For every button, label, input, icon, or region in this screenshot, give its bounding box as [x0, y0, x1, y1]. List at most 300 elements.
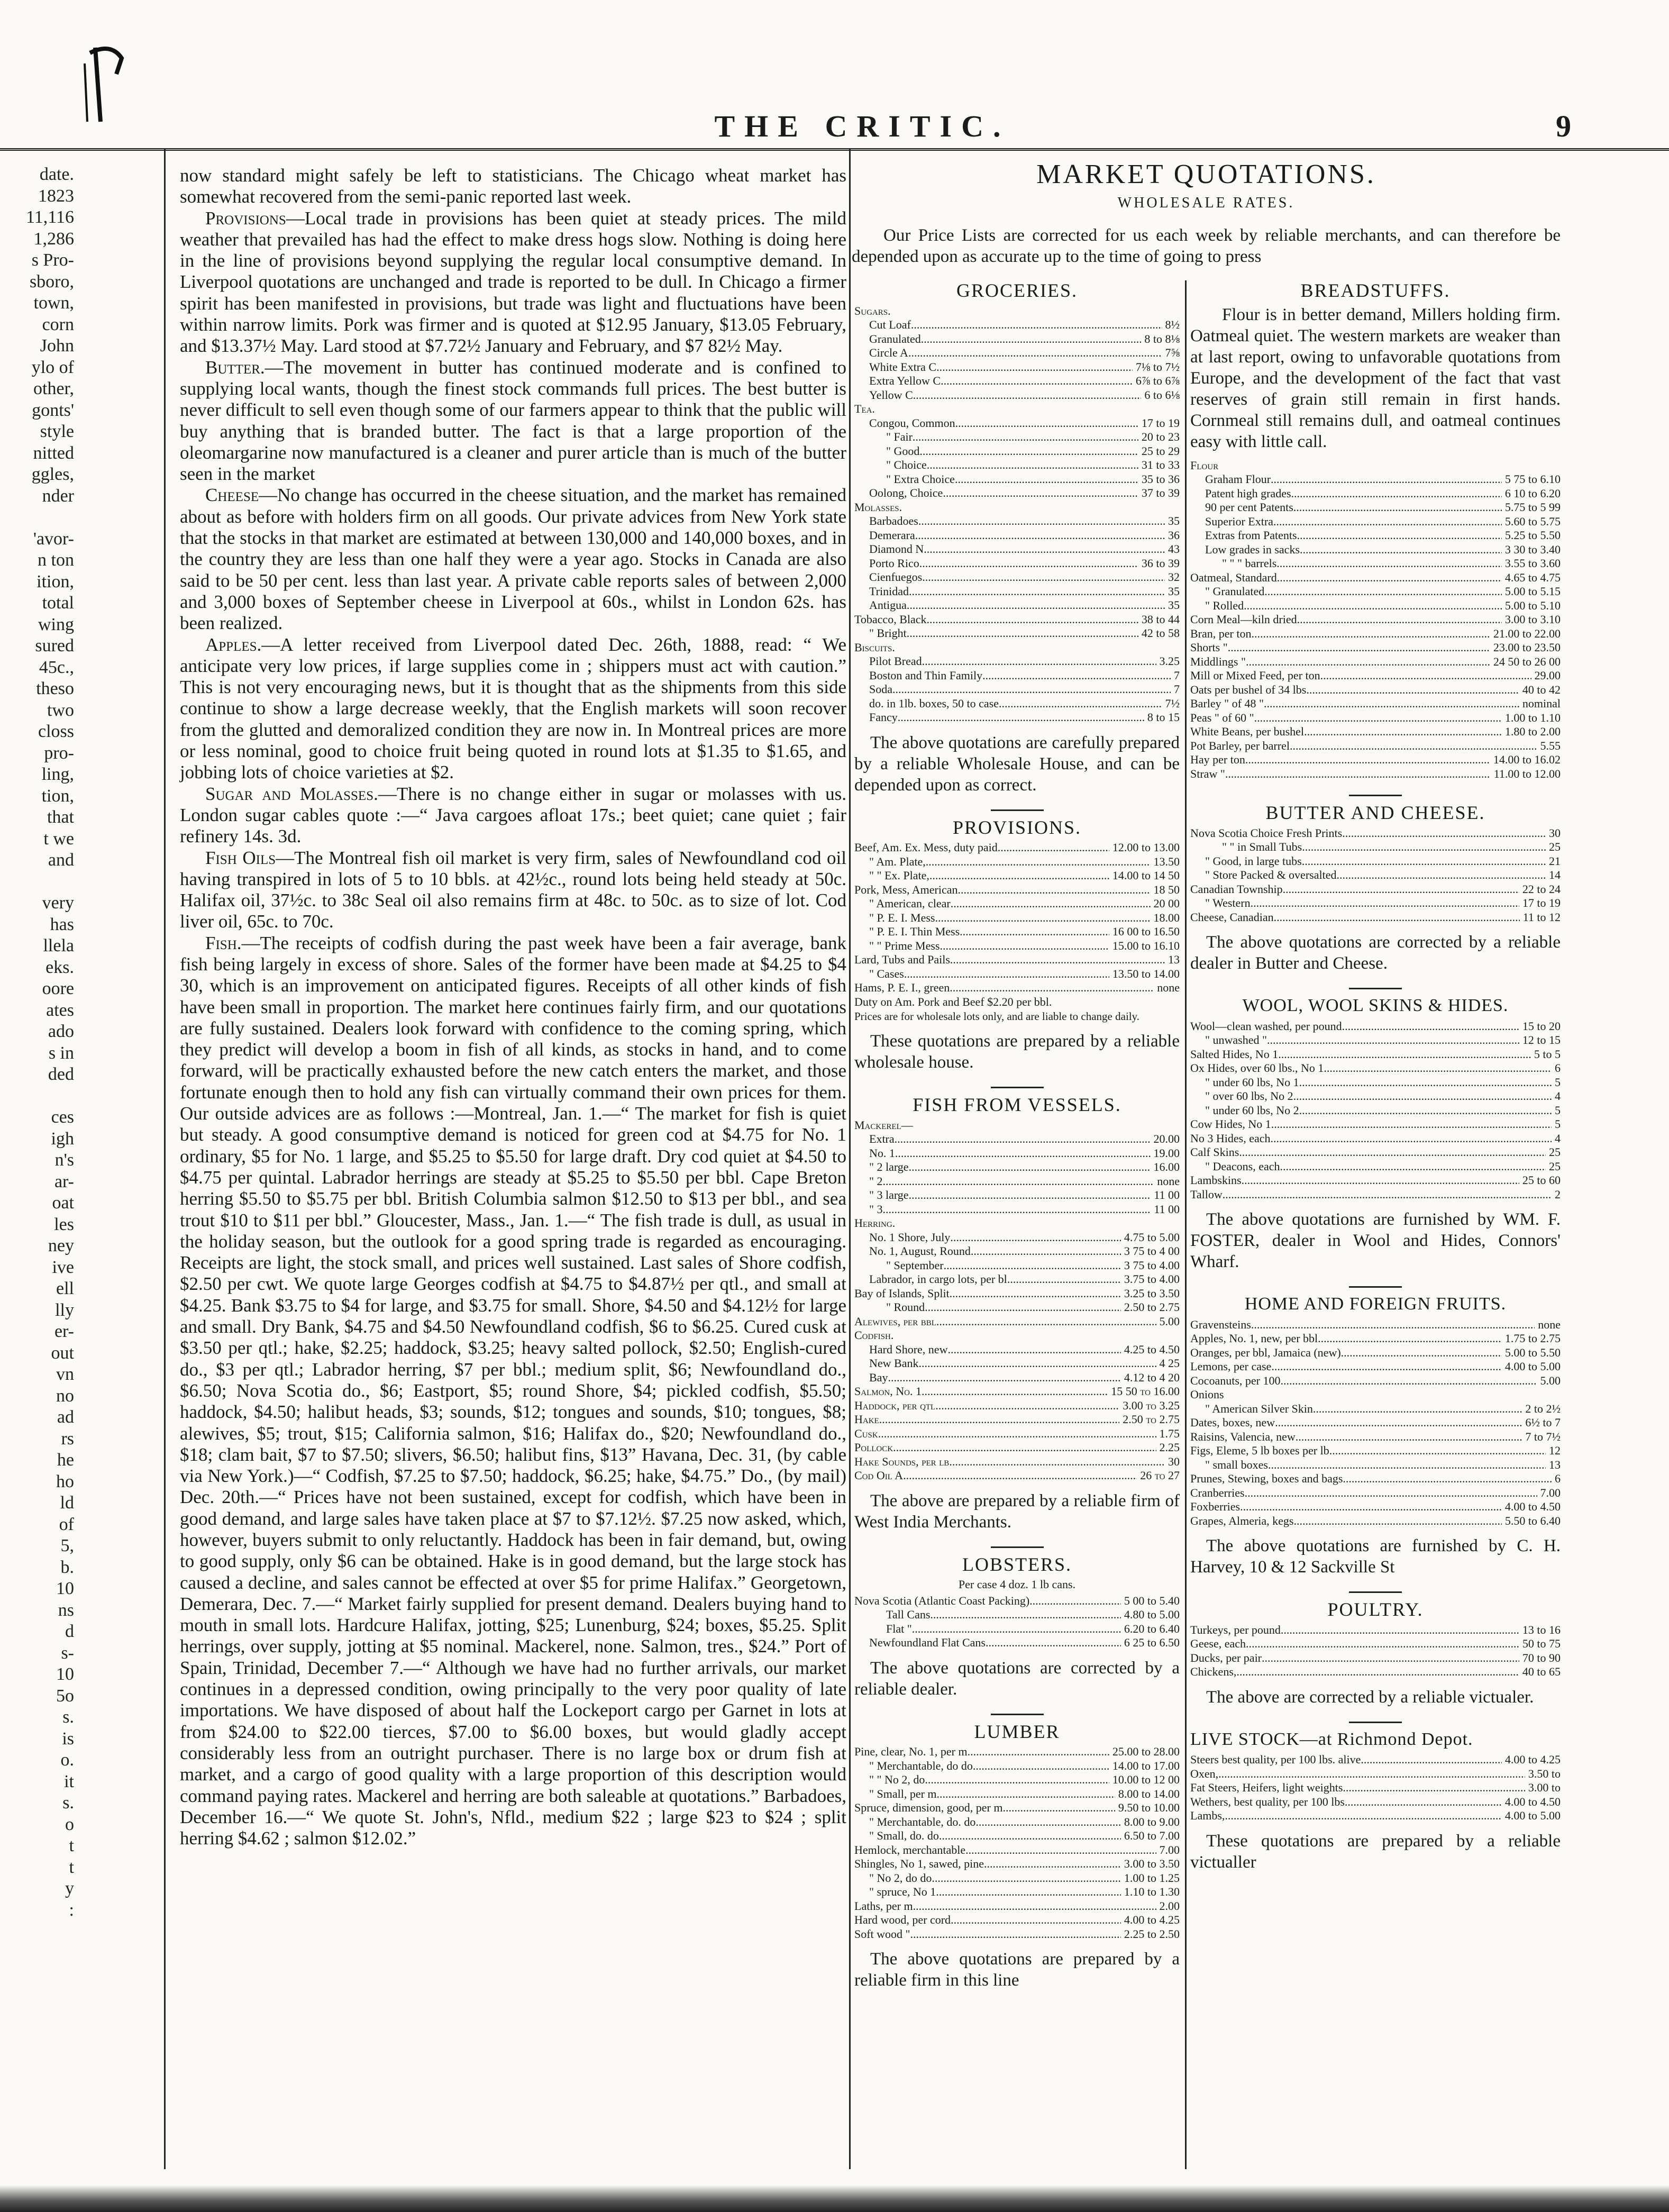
- price-row: [1190, 543, 1561, 557]
- margin-fragment: nitted: [33, 443, 74, 463]
- price-row: [1190, 472, 1561, 487]
- margin-fragment: y: [65, 1879, 74, 1898]
- price-row: [854, 1203, 1180, 1217]
- margin-fragment: d: [65, 1622, 74, 1641]
- margin-fragment: other,: [33, 379, 74, 398]
- leader-dots: [950, 1287, 1121, 1301]
- price-item-label: " Small, per m: [869, 1787, 937, 1800]
- leader-dots: [1267, 1033, 1519, 1048]
- price-value: 8 to 15: [1147, 711, 1180, 724]
- price-value: 36 to 39: [1141, 556, 1180, 570]
- price-item-label: Chickens,: [1190, 1665, 1237, 1678]
- divider: [1349, 988, 1402, 989]
- price-value: 6 10 to 6.20: [1504, 486, 1561, 500]
- margin-fragment: pro-: [44, 743, 74, 763]
- price-item-label: " 3: [869, 1202, 883, 1216]
- section-note: The above are prepared by a reliable firm of West India Merchants.: [854, 1491, 1180, 1532]
- leader-dots: [1283, 882, 1519, 897]
- price-item-label: Mackerel—: [854, 1118, 913, 1132]
- leader-dots: [919, 444, 1138, 459]
- price-row: [1190, 1809, 1561, 1823]
- price-row: [854, 598, 1180, 613]
- price-value: 43: [1168, 542, 1180, 556]
- price-item-label: 90 per cent Patents: [1205, 500, 1293, 514]
- price-row: [1190, 1332, 1561, 1346]
- margin-fragment: is: [62, 1728, 74, 1749]
- margin-fragment: ld: [60, 1493, 74, 1513]
- price-value: 14.00 to 16.02: [1493, 753, 1561, 766]
- leader-dots: [926, 855, 1151, 869]
- leader-dots: [1271, 1132, 1552, 1146]
- price-row: [1190, 725, 1561, 739]
- margin-fragment: b.: [60, 1557, 74, 1577]
- price-item-label: Extra Yellow C: [869, 374, 941, 387]
- leader-dots: [986, 1636, 1121, 1650]
- price-value: 5.00: [1540, 1373, 1561, 1387]
- price-item-label: Soft wood ": [854, 1927, 910, 1941]
- article-paragraph: [180, 848, 846, 933]
- divider: [991, 809, 1044, 811]
- margin-fragment: theso: [36, 679, 74, 698]
- price-item-label: " Extra Choice: [886, 472, 955, 486]
- price-value: 13.50 to 14.00: [1112, 967, 1180, 980]
- price-value: 50 to 75: [1522, 1637, 1561, 1650]
- section-title: FISH FROM VESSELS.: [913, 1094, 1121, 1115]
- wool-section: [1190, 996, 1561, 1272]
- leader-dots: [1264, 585, 1502, 599]
- price-row: [1190, 1444, 1561, 1458]
- price-item-label: Oranges, per bbl, Jamaica (new): [1190, 1345, 1341, 1359]
- price-value: 13.50: [1153, 854, 1180, 868]
- price-table: [1190, 1019, 1561, 1202]
- livestock-section: [1190, 1729, 1561, 1873]
- price-row: [1190, 1623, 1561, 1637]
- leader-dots: [1291, 487, 1502, 501]
- price-value: 3.25: [1159, 654, 1180, 668]
- price-value: 4: [1555, 1089, 1561, 1103]
- leader-dots: [999, 697, 1162, 711]
- margin-fragment: o.: [60, 1750, 74, 1770]
- price-value: 1.75: [1159, 1426, 1180, 1440]
- leader-dots: [919, 557, 1138, 571]
- price-item-label: Wool—clean washed, per pound: [1190, 1019, 1342, 1033]
- price-value: 2.25 to 2.50: [1124, 1927, 1180, 1941]
- price-item-label: White Beans, per bushel: [1190, 725, 1305, 738]
- price-value: 25 to 60: [1522, 1173, 1561, 1187]
- price-value: 12 to 15: [1522, 1033, 1561, 1046]
- price-value: 35 to 36: [1141, 472, 1180, 486]
- price-row: [1190, 1019, 1561, 1034]
- leader-dots: [1296, 1430, 1522, 1444]
- price-item-label: " " Ex. Plate,: [869, 869, 929, 882]
- price-row: [854, 1132, 1180, 1146]
- price-row: [1190, 1374, 1561, 1388]
- price-row: [854, 360, 1180, 375]
- price-row: [854, 626, 1180, 641]
- article-paragraph: now standard might safely be left to statisticians. The Chicago wheat market has somewhat recovered from the semi-panic reported last week.: [180, 165, 846, 207]
- margin-fragment: and: [48, 850, 74, 870]
- price-item-label: Pilot Bread: [869, 654, 922, 668]
- price-row: [1190, 1416, 1561, 1430]
- price-value: 18 50: [1153, 882, 1180, 896]
- price-row: [1190, 1402, 1561, 1416]
- price-item-label: " Merchantable, do do: [869, 1759, 973, 1772]
- leader-dots: [1242, 1173, 1519, 1188]
- page-number: 9: [1556, 109, 1571, 143]
- price-item-label: Prunes, Stewing, boxes and bags: [1190, 1472, 1343, 1485]
- price-value: 7.00: [1159, 1843, 1180, 1856]
- leader-dots: [927, 613, 1138, 627]
- price-row: [1190, 1767, 1561, 1781]
- leader-dots: [929, 869, 1109, 883]
- price-item-label: " small boxes: [1205, 1458, 1268, 1471]
- price-value: 20.00: [1153, 1132, 1180, 1145]
- price-item-label: " No 2, do do: [869, 1871, 932, 1885]
- leader-dots: [935, 911, 1151, 925]
- leader-dots: [1300, 543, 1502, 557]
- leader-dots: [1274, 911, 1520, 925]
- price-row: [1190, 1160, 1561, 1174]
- margin-fragment: s.: [62, 1707, 74, 1727]
- price-value: 29.00: [1534, 669, 1561, 682]
- price-item-label: " 3 large: [869, 1188, 909, 1201]
- price-row: [854, 1622, 1180, 1636]
- price-item-label: Cod Oil A: [854, 1469, 904, 1482]
- margin-fragment: t: [69, 1857, 74, 1877]
- section-heading: Butter.: [205, 357, 265, 378]
- price-item-label: " spruce, No 1: [869, 1885, 936, 1898]
- paragraph-text: —The Montreal fish oil market is very firm, sales of Newfoundland cod oil having transpired in lots of 5 to 10 bbls. at 42½c., round lots being held steady at 50c. Halifax oil, 37½c. to 38c Seal oil also remains firm at 48c. to 50c. as to size of lot. Cod liver oil, 65c. to 70c.: [180, 847, 846, 932]
- price-item-label: Ox Hides, over 60 lbs., No 1: [1190, 1061, 1324, 1075]
- price-value: 6: [1555, 1061, 1561, 1075]
- price-value: 9.50 to 10.00: [1118, 1801, 1180, 1814]
- leader-dots: [937, 1787, 1115, 1801]
- margin-fragment: ition,: [37, 571, 74, 591]
- leader-dots: [1329, 1444, 1546, 1458]
- price-row: [1190, 854, 1561, 869]
- leader-dots: [1236, 1665, 1519, 1679]
- price-item-label: Oxen,: [1190, 1767, 1219, 1780]
- leader-dots: [907, 598, 1165, 613]
- margin-fragment: corn: [42, 314, 74, 334]
- price-row: [854, 1272, 1180, 1287]
- price-table: [1190, 826, 1561, 925]
- price-row: [1190, 711, 1561, 725]
- price-value: 3.00 to 3.25: [1123, 1398, 1180, 1412]
- price-item-label: Cocoanuts, per 100: [1190, 1373, 1281, 1387]
- leader-dots: [882, 1175, 1154, 1189]
- price-value: 15.00 to 16.10: [1112, 939, 1180, 952]
- margin-fragment: n ton: [38, 550, 74, 570]
- price-item-label: Foxberries: [1190, 1500, 1241, 1513]
- price-item-label: Canadian Township: [1190, 882, 1283, 896]
- price-value: 11 00: [1154, 1188, 1180, 1201]
- price-item-label: Cheese, Canadian: [1190, 910, 1274, 924]
- price-table: [854, 841, 1180, 1009]
- margin-fragment: sured: [35, 636, 74, 656]
- leader-dots: [984, 1857, 1121, 1871]
- price-item-label: Pine, clear, No. 1, per m: [854, 1745, 968, 1758]
- leader-dots: [1007, 1272, 1121, 1287]
- price-row: [1190, 739, 1561, 753]
- price-item-label: Bay of Islands, Split: [854, 1286, 950, 1300]
- section-note: The above quotations are furnished by WM. F. FOSTER, dealer in Wool and Hides, Connors' Wharf.: [1190, 1210, 1561, 1271]
- price-value: 5.60 to 5.75: [1504, 514, 1561, 528]
- leader-dots: [1336, 868, 1546, 882]
- price-row: [854, 669, 1180, 683]
- leader-dots: [1029, 1594, 1121, 1608]
- leader-dots: [909, 585, 1165, 599]
- section-note: The above quotations are furnished by C. H. Harvey, 10 & 12 Sackville St: [1190, 1536, 1561, 1577]
- price-item-label: Pot Barley, per barrel: [1190, 739, 1290, 752]
- leader-dots: [1293, 500, 1502, 515]
- price-item-label: " Store Packed & oversalted: [1205, 868, 1337, 881]
- section-title: WOOL, WOOL SKINS & HIDES.: [1242, 996, 1509, 1015]
- price-row: [1190, 571, 1561, 585]
- price-row: [854, 1636, 1180, 1650]
- price-value: 38 to 44: [1141, 612, 1180, 626]
- price-item-label: Tallow: [1190, 1187, 1223, 1201]
- price-row: [854, 1885, 1180, 1899]
- price-item-label: " P. E. I. Thin Mess: [869, 925, 960, 938]
- article-paragraph: [180, 634, 846, 784]
- price-value: 5.00 to 5.10: [1504, 598, 1561, 612]
- margin-fragment: 1,286: [33, 229, 74, 249]
- price-row: [854, 1259, 1180, 1273]
- price-item-label: No 3 Hides, each: [1190, 1131, 1271, 1145]
- price-value: 1.75 to 2.75: [1504, 1332, 1561, 1345]
- price-item-label: Ducks, per pair: [1190, 1651, 1262, 1664]
- price-row: [1190, 529, 1561, 543]
- clipped-margin-column: [3, 164, 74, 1921]
- margin-fragment: oore: [42, 979, 74, 998]
- price-value: 5.00 to 5.50: [1504, 1345, 1561, 1359]
- leader-dots: [1275, 1416, 1522, 1430]
- price-item-label: " under 60 lbs, No 2: [1205, 1103, 1299, 1117]
- price-row: [854, 458, 1180, 472]
- leader-dots: [907, 626, 1138, 641]
- leader-dots: [921, 332, 1142, 347]
- price-row: [854, 444, 1180, 459]
- margin-fragment: ar-: [54, 1171, 74, 1191]
- price-row: [1190, 1795, 1561, 1809]
- price-item-label: Flour: [1190, 458, 1219, 472]
- price-value: 6.50 to 7.00: [1124, 1829, 1180, 1842]
- leader-dots: [915, 529, 1165, 543]
- leader-dots: [925, 1773, 1109, 1787]
- article-paragraph: [180, 485, 846, 634]
- price-row: [1190, 840, 1561, 854]
- margin-fragment: ylo of: [31, 357, 74, 377]
- price-row: [1190, 767, 1561, 781]
- price-row: [854, 925, 1180, 939]
- leader-dots: [1246, 1637, 1519, 1651]
- price-item-label: " unwashed ": [1205, 1033, 1267, 1046]
- price-row: [1190, 557, 1561, 571]
- leader-dots: [1254, 711, 1502, 725]
- price-row: [1190, 1132, 1561, 1146]
- price-item-label: Hay per ton: [1190, 753, 1245, 766]
- leader-dots: [1271, 1117, 1552, 1132]
- leader-dots: [927, 458, 1138, 472]
- price-value: 5.00 to 5.15: [1504, 585, 1561, 598]
- price-value: 1.00 to 1.10: [1504, 711, 1561, 724]
- leader-dots: [936, 1315, 1156, 1329]
- price-value: 13 to 16: [1522, 1623, 1561, 1636]
- price-row: [1190, 1514, 1561, 1528]
- leader-dots: [1293, 1089, 1552, 1104]
- price-value: 1.10 to 1.30: [1124, 1885, 1180, 1898]
- price-table: [854, 1118, 1180, 1483]
- price-value: 12: [1549, 1444, 1561, 1457]
- leader-dots: [1297, 613, 1502, 627]
- price-row: [854, 883, 1180, 897]
- price-item-label: Mill or Mixed Feed, per ton: [1190, 669, 1320, 682]
- section-note: The above quotations are carefully prepared by a reliable Wholesale House, and can be depended upon as correct.: [854, 733, 1180, 795]
- price-value: 4.12 to 4 20: [1124, 1370, 1180, 1384]
- price-value: 25: [1549, 1159, 1561, 1173]
- price-value: 15 50 to 16.00: [1111, 1385, 1180, 1398]
- section-subtitle: Per case 4 doz. 1 lb cans.: [958, 1578, 1076, 1591]
- price-item-label: Tall Cans: [886, 1608, 931, 1621]
- margin-fragment: ggles,: [31, 465, 74, 484]
- breadstuffs-section: [1190, 280, 1561, 781]
- price-item-label: Laths, per m: [854, 1899, 913, 1913]
- price-item-label: " Am. Plate,: [869, 854, 926, 868]
- price-item-label: Superior Extra: [1205, 514, 1273, 528]
- price-table: [854, 304, 1180, 725]
- leader-dots: [1218, 1767, 1525, 1781]
- leader-dots: [1273, 515, 1502, 529]
- leader-dots: [895, 1132, 1151, 1146]
- price-value: 40 to 65: [1522, 1665, 1561, 1678]
- price-value: 5.75 to 5 99: [1504, 500, 1561, 514]
- price-item-label: Hake: [854, 1413, 879, 1426]
- price-item-label: Codfish.: [854, 1328, 894, 1342]
- paragraph-text: —There is no change either in sugar or molasses with us. London sugar cables quote :—“ Java cargoes afloat 17s.; beet quiet; cane quiet ; fair refinery 14s. 3d.: [180, 783, 847, 847]
- leader-dots: [930, 1608, 1120, 1622]
- leader-dots: [913, 430, 1138, 444]
- leader-dots: [1306, 683, 1519, 697]
- article-paragraph: [180, 933, 846, 1850]
- price-row: [854, 1399, 1180, 1413]
- price-item-label: " September: [886, 1258, 944, 1272]
- price-row: [1190, 1104, 1561, 1118]
- leader-dots: [1225, 1809, 1501, 1823]
- leader-dots: [955, 472, 1138, 487]
- price-value: 24 50 to 26 00: [1493, 654, 1561, 668]
- price-item-label: " Bright: [869, 626, 907, 640]
- margin-fragment: 11,116: [26, 207, 74, 227]
- price-item-label: Patent high grades: [1205, 486, 1291, 500]
- margin-fragment: date.: [39, 165, 74, 184]
- leader-dots: [1268, 1458, 1546, 1472]
- leader-dots: [951, 1913, 1121, 1927]
- leader-dots: [939, 1829, 1121, 1843]
- margin-fragment: oat: [52, 1193, 74, 1213]
- margin-fragment: lly: [55, 1300, 74, 1320]
- column-divider: [1185, 280, 1187, 2169]
- lobsters-section: [854, 1553, 1180, 1700]
- leader-dots: [898, 711, 1144, 725]
- price-row: [1190, 585, 1561, 599]
- price-row: [854, 613, 1180, 627]
- price-item-label: " Good: [886, 444, 920, 458]
- section-title: LOBSTERS.: [962, 1553, 1072, 1575]
- price-row: [1190, 500, 1561, 515]
- leader-dots: [936, 1885, 1121, 1899]
- price-value: 2.25: [1159, 1441, 1180, 1454]
- price-value: 5.00: [1159, 1314, 1180, 1328]
- leader-dots: [947, 1343, 1120, 1357]
- price-row: [854, 542, 1180, 557]
- margin-fragment: s-: [61, 1643, 74, 1663]
- margin-fragment: 45c.,: [39, 657, 74, 677]
- price-item-label: " Choice: [886, 458, 927, 471]
- price-item-label: " P. E. I. Mess: [869, 911, 935, 924]
- price-row: [854, 346, 1180, 360]
- price-value: 25: [1549, 1145, 1561, 1159]
- leader-dots: [943, 486, 1138, 500]
- price-row: [854, 1843, 1180, 1858]
- leader-dots: [1341, 1346, 1502, 1360]
- price-row: [854, 1343, 1180, 1357]
- leader-dots: [918, 514, 1165, 529]
- price-row: [854, 416, 1180, 431]
- price-table: [1190, 1623, 1561, 1679]
- price-row: [1190, 599, 1561, 613]
- price-value: none: [1157, 981, 1180, 994]
- price-row: [854, 557, 1180, 571]
- price-row: [854, 981, 1180, 995]
- leader-dots: [1277, 571, 1502, 585]
- price-row: [1190, 1486, 1561, 1500]
- leader-dots: [924, 542, 1165, 557]
- price-item-label: Beef, Am. Ex. Mess, duty paid: [854, 841, 998, 854]
- margin-fragment: ado: [48, 1022, 74, 1041]
- leader-dots: [1304, 725, 1502, 739]
- leader-dots: [888, 1371, 1120, 1385]
- price-row: [854, 967, 1180, 981]
- price-item-label: " " No 2, do: [869, 1773, 925, 1786]
- price-row: [854, 1787, 1180, 1801]
- section-title: GROCERIES.: [956, 280, 1078, 301]
- price-row: [1190, 753, 1561, 767]
- price-value: 15 to 20: [1522, 1019, 1561, 1033]
- price-row: [1190, 1430, 1561, 1444]
- article-paragraph: [180, 208, 846, 357]
- margin-fragment: ling,: [41, 764, 74, 784]
- price-item-label: Lambskins: [1190, 1173, 1242, 1187]
- price-row: [1190, 1089, 1561, 1104]
- price-value: 4.75 to 5.00: [1124, 1230, 1180, 1244]
- section-note: The above quotations are corrected by a reliable dealer.: [854, 1658, 1180, 1699]
- leader-dots: [1262, 1651, 1519, 1665]
- leader-dots: [1302, 854, 1546, 869]
- price-table: [1190, 459, 1561, 781]
- price-item-label: " 2: [869, 1174, 883, 1188]
- price-value: 20 00: [1153, 897, 1180, 910]
- price-row: [1190, 1472, 1561, 1486]
- margin-fragment: ive: [52, 1257, 74, 1277]
- price-row: [854, 500, 1180, 515]
- price-row: [1190, 1117, 1561, 1132]
- price-item-label: Dates, boxes, new: [1190, 1416, 1275, 1429]
- leader-dots: [950, 981, 1154, 995]
- price-item-label: Labrador, in cargo lots, per bl: [869, 1272, 1007, 1286]
- divider: [991, 1546, 1044, 1548]
- leader-dots: [1278, 1048, 1531, 1062]
